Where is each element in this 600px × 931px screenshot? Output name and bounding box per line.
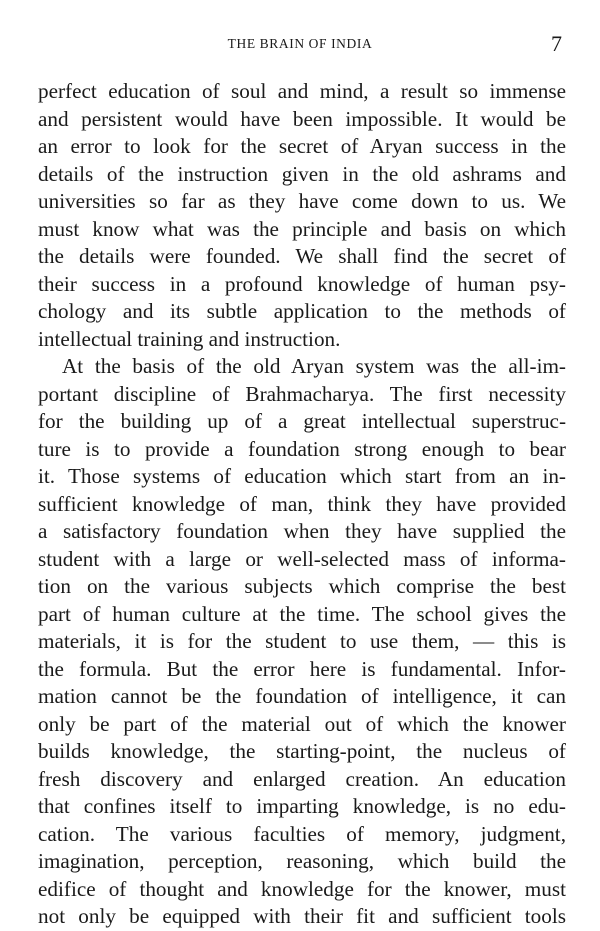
text-line: imagination, perception, reasoning, which build the	[38, 849, 566, 873]
text-line: materials, it is for the student to use them, — this is	[38, 629, 566, 653]
text-line: perfect education of soul and mind, a result so immense	[38, 79, 566, 103]
body-text	[38, 78, 566, 931]
text-line: for the building up of a great intellectual superstruc-	[38, 409, 566, 433]
text-line: chology and its subtle application to the methods of	[38, 299, 566, 323]
text-line: that confines itself to imparting knowledge, is no edu-	[38, 794, 566, 818]
text-line: only be part of the material out of which the knower	[38, 711, 566, 736]
text-line: edifice of thought and knowledge for the knower, must	[38, 876, 566, 901]
page-number: 7	[551, 31, 562, 56]
text-line: ture is to provide a foundation strong enough to bear	[38, 436, 566, 461]
text-line: must know what was the principle and basis on which	[38, 216, 566, 241]
text-line: builds knowledge, the starting-point, the nucleus of	[38, 739, 566, 763]
text-line: portant discipline of Brahmacharya. The first necessity	[38, 381, 566, 406]
text-line: universities so far as they have come down to us. We	[38, 189, 566, 213]
text-line: a satisfactory foundation when they have supplied the	[38, 519, 566, 543]
text-line: the details were founded. We shall find the secret of	[38, 244, 566, 268]
text-line: their success in a profound knowledge of human psy-	[38, 271, 566, 296]
text-line: cation. The various faculties of memory, judgment,	[38, 821, 566, 846]
text-line: it. Those systems of education which start from an in-	[38, 464, 566, 488]
text-line: intellectual training and instruction.	[38, 326, 341, 351]
text-line: and persistent would have been impossible. It would be	[38, 106, 566, 131]
text-line: an error to look for the secret of Aryan success in the	[38, 134, 566, 158]
running-title: THE BRAIN OF INDIA	[227, 36, 373, 51]
text-line: mation cannot be the foundation of intelligence, it can	[38, 684, 566, 708]
text-line: details of the instruction given in the old ashrams and	[38, 161, 566, 186]
text-line: student with a large or well-selected mass of informa-	[38, 546, 566, 571]
paragraph-1	[38, 78, 566, 353]
text-line: At the basis of the old Aryan system was the all-im-	[62, 354, 566, 378]
paragraph-2	[38, 353, 566, 931]
running-head	[0, 33, 600, 57]
text-line: the formula. But the error here is fundamental. Infor-	[38, 656, 566, 681]
text-line: fresh discovery and enlarged creation. An education	[38, 766, 566, 791]
text-line: tion on the various subjects which comprise the best	[38, 574, 566, 598]
text-line: sufficient knowledge of man, think they have provided	[38, 491, 566, 516]
text-line: part of human culture at the time. The school gives the	[38, 601, 566, 626]
text-line: not only be equipped with their fit and sufficient tools	[38, 904, 566, 928]
